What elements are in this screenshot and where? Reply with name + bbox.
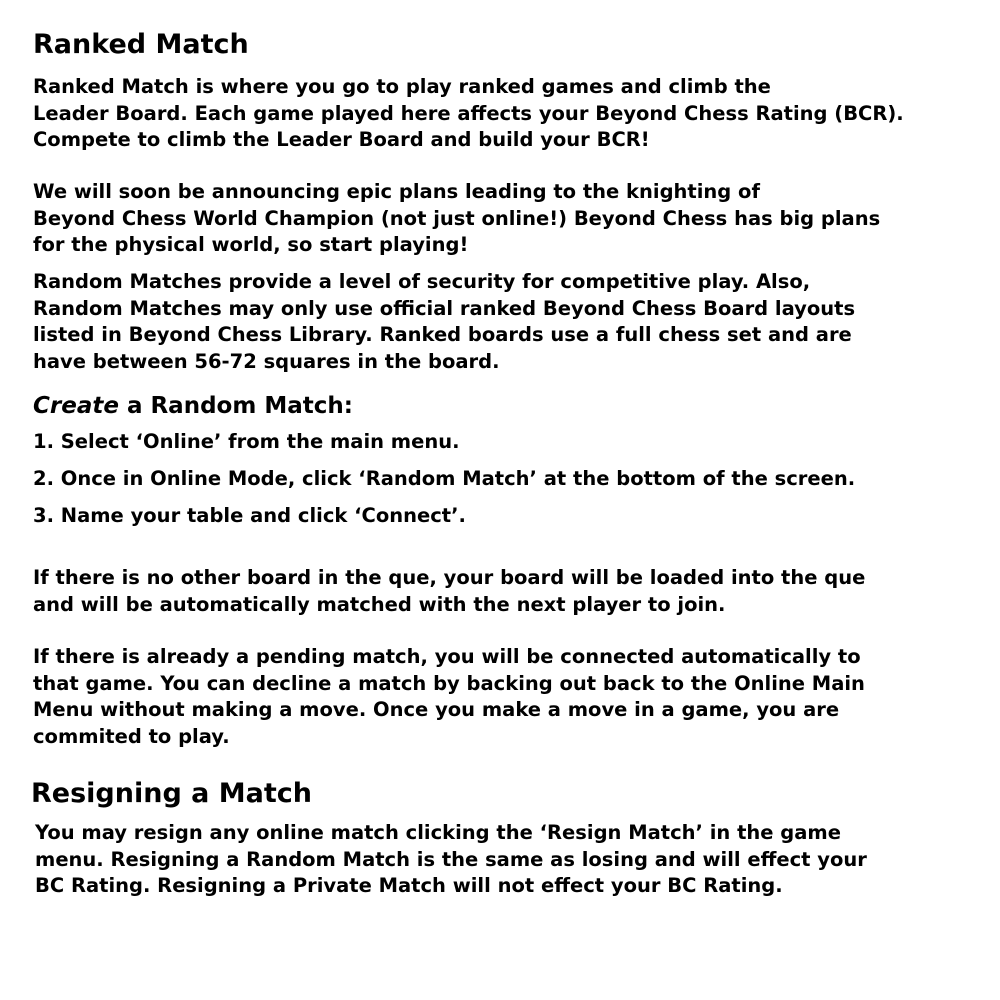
- pending-line: If there is already a pending match, you will be connected automatically to: [33, 645, 861, 668]
- pending-line: that game. You can decline a match by backing out back to the Online Main: [33, 671, 865, 695]
- security-line: have between 56-72 squares in the board.: [33, 349, 500, 373]
- ranked-match-intro: [33, 74, 904, 154]
- pending-line: Menu without making a move. Once you make a move in a game, you are: [33, 698, 840, 721]
- resigning-line: You may resign any online match clicking the ‘Resign Match’ in the game: [35, 821, 841, 844]
- queue-line: If there is no other board in the que, your board will be loaded into the que: [33, 566, 866, 589]
- plans-line: Beyond Chess World Champion (not just online!) Beyond Chess has big plans: [33, 206, 881, 230]
- intro-line: Ranked Match is where you go to play ranked games and climb the: [33, 75, 771, 98]
- resigning-line: menu. Resigning a Random Match is the same as losing and will effect your: [35, 847, 867, 871]
- queue-line: and will be automatically matched with the next player to join.: [33, 592, 726, 616]
- security-line: listed in Beyond Chess Library. Ranked boards use a full chess set and are: [33, 323, 852, 346]
- queue-paragraph: [33, 565, 865, 618]
- step-item: 3. Name your table and click ‘Connect’.: [33, 504, 466, 527]
- intro-line: Compete to climb the Leader Board and build your BCR!: [33, 128, 650, 151]
- intro-line: Leader Board. Each game played here affects your Beyond Chess Rating (BCR).: [33, 101, 904, 125]
- step-item: 1. Select ‘Online’ from the main menu.: [33, 430, 460, 453]
- plans-paragraph: [33, 179, 880, 259]
- step-item: 2. Once in Online Mode, click ‘Random Match’ at the bottom of the screen.: [33, 467, 856, 490]
- resigning-paragraph: [35, 820, 867, 900]
- create-word: Create: [33, 393, 119, 419]
- security-line: Random Matches provide a level of security for competitive play. Also,: [33, 270, 811, 293]
- resigning-line: BC Rating. Resigning a Private Match will not effect your BC Rating.: [35, 874, 783, 897]
- security-paragraph: [33, 269, 855, 375]
- security-line: Random Matches may only use official ranked Beyond Chess Board layouts: [33, 296, 856, 320]
- plans-line: We will soon be announcing epic plans leading to the knighting of: [33, 180, 760, 203]
- ranked-match-title: Ranked Match: [33, 29, 249, 60]
- plans-line: for the physical world, so start playing!: [33, 233, 469, 256]
- pending-match-paragraph: [33, 644, 865, 750]
- resigning-title: Resigning a Match: [31, 778, 313, 809]
- create-heading-rest: a Random Match:: [118, 393, 353, 419]
- create-random-match-heading: [33, 391, 353, 421]
- pending-line: commited to play.: [33, 724, 230, 748]
